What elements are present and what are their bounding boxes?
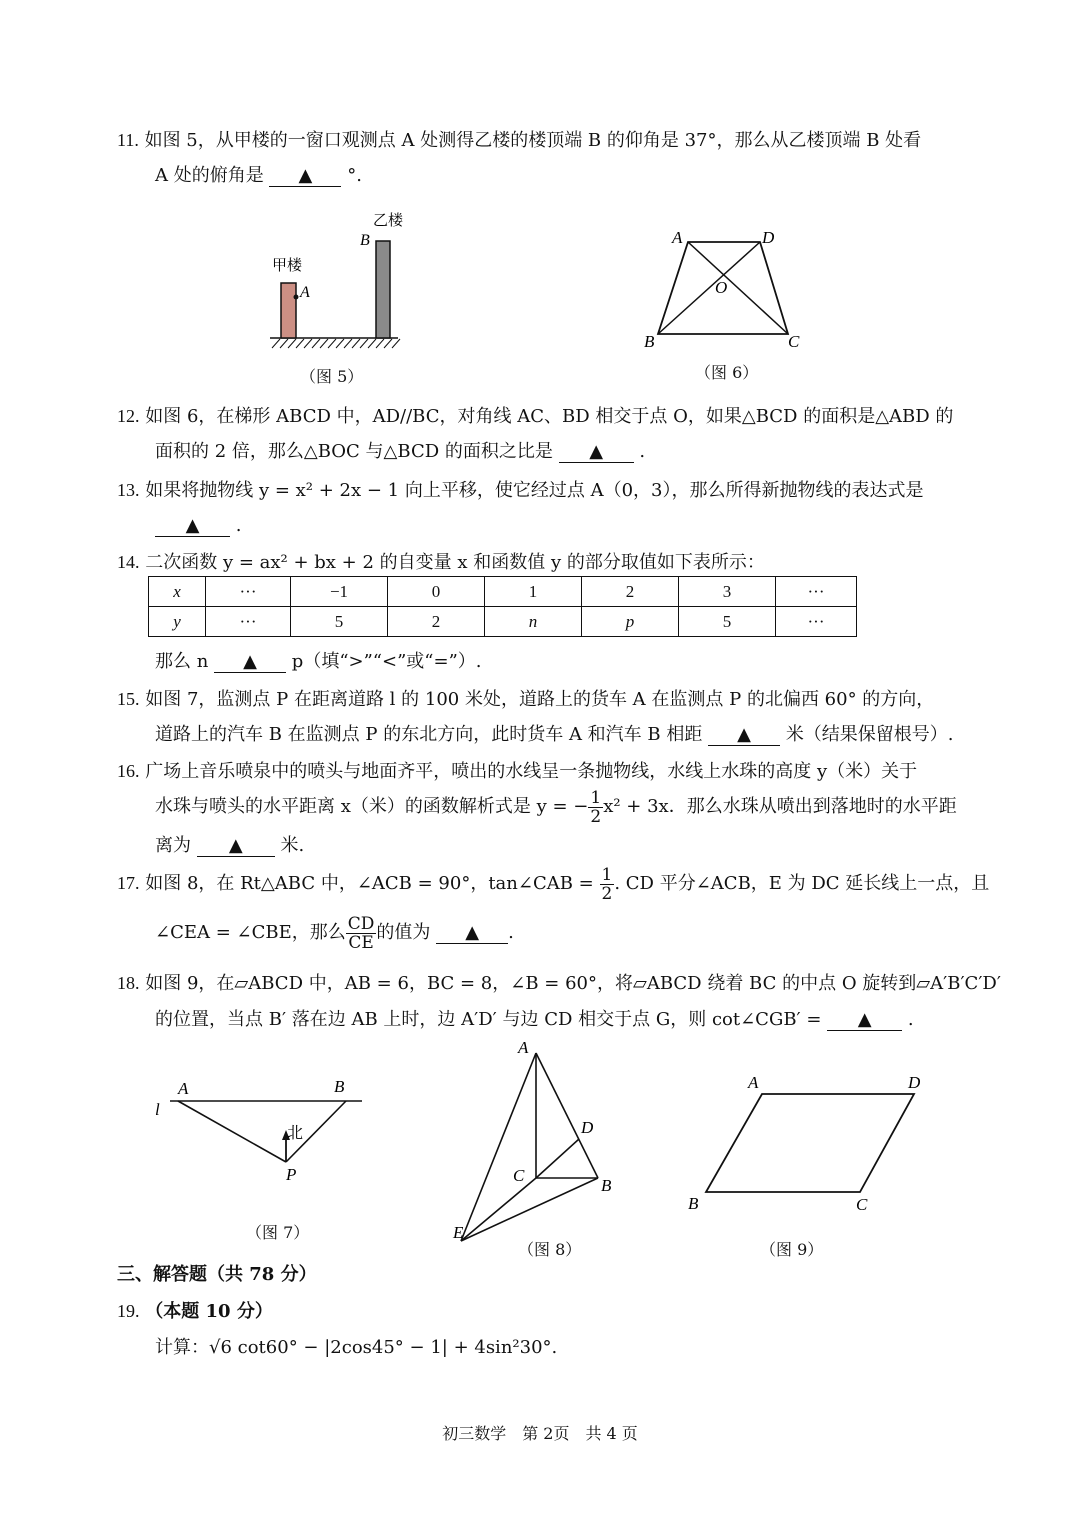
question-text: 米. (280, 835, 305, 856)
figure-8-caption: （图 8） (518, 1240, 582, 1259)
triangle-icon: ▲ (737, 724, 751, 745)
question-text: 米（结果保留根号）. (785, 724, 954, 745)
table-cell: 5 (679, 607, 776, 637)
question-15 (117, 687, 934, 712)
question-text: 如图 5，从甲楼的一窗口观测点 A 处测得乙楼的楼顶端 B 的仰角是 37°，那么从乙楼顶端 B 处看 (144, 130, 922, 151)
label-c: C (856, 1195, 868, 1214)
question-19-expression: 计算：√6 cot60° − |2cos45° − 1| + 4sin²30°. (155, 1337, 558, 1358)
figure-8 (445, 1035, 625, 1250)
figure-5-caption: （图 5） (300, 367, 364, 386)
label-a: A (672, 228, 683, 247)
question-number: 11. (117, 130, 139, 150)
question-text: . (907, 1009, 914, 1030)
question-text: 如图 6，在梯形 ABCD 中，AD//BC，对角线 AC、BD 相交于点 O，如果△BCD 的面积是△ABD 的 (145, 406, 954, 427)
fraction-denominator: 2 (601, 883, 613, 904)
question-text: 如果将抛物线 y = x² + 2x − 1 向上平移，使它经过点 A（0，3），那么所得新抛物线的表达式是 (145, 480, 924, 501)
question-text: 水珠与喷头的水平距离 x（米）的函数解析式是 y = − (155, 796, 589, 817)
fraction-denominator: 2 (590, 806, 602, 827)
question-text: 二次函数 y = ax² + bx + 2 的自变量 x 和函数值 y 的部分取值如下表所示： (145, 552, 765, 573)
question-16 (117, 759, 917, 784)
label-a: A (178, 1079, 189, 1098)
value-table (148, 576, 857, 637)
question-text: 如图 9，在▱ABCD 中，AB = 6，BC = 8，∠B = 60°，将▱ABCD 绕着 BC 的中点 O 旋转到▱A′B′C′D′ (145, 973, 1001, 994)
question-13-line-2 (155, 514, 241, 538)
fraction-numerator: 1 (590, 787, 602, 808)
label-o: O (715, 278, 728, 297)
table-cell: y (149, 607, 206, 637)
label-l: l (155, 1100, 160, 1119)
answer-blank[interactable] (827, 1010, 902, 1031)
table-cell: ··· (206, 577, 291, 607)
question-text: 如图 7，监测点 P 在距离道路 l 的 100 米处，道路上的货车 A 在监测点 P 的北偏西 60° 的方向， (145, 689, 935, 710)
triangle-icon: ▲ (228, 835, 243, 856)
question-text: 道路上的汽车 B 在监测点 P 的东北方向，此时货车 A 和汽车 B 相距 (155, 724, 703, 745)
question-text: 的位置，当点 B′ 落在边 AB 上时，边 A′D′ 与边 CD 相交于点 G，则 cot∠CGB′ = (155, 1009, 822, 1030)
triangle-icon: ▲ (298, 165, 313, 186)
fraction (346, 915, 377, 952)
fraction-denominator: CE (348, 932, 374, 953)
figure-7 (150, 1070, 380, 1190)
fraction (588, 789, 603, 826)
table-cell: x (149, 577, 206, 607)
question-number: 14. (117, 552, 140, 572)
table-row (149, 577, 857, 607)
question-text: 广场上音乐喷泉中的喷头与地面齐平，喷出的水线呈一条抛物线，水线上水珠的高度 y（米）关于 (145, 761, 918, 782)
answer-blank[interactable] (155, 516, 230, 537)
question-text: . (639, 441, 646, 462)
building-a-shape (281, 283, 296, 338)
question-text: °. (347, 165, 362, 186)
question-number: 19. (117, 1301, 140, 1321)
table-cell: 3 (679, 577, 776, 607)
question-12-line-2 (155, 440, 645, 464)
question-number: 13. (117, 480, 140, 500)
triangle-icon: ▲ (243, 651, 257, 672)
question-text: ∠CEA = ∠CBE，那么 (155, 922, 346, 943)
triangle-icon: ▲ (857, 1009, 872, 1030)
label-p: P (286, 1165, 297, 1184)
label-a: A (518, 1038, 529, 1057)
question-number: 15. (117, 689, 140, 709)
building-b-shape (376, 241, 390, 338)
question-18 (117, 971, 1001, 996)
label-e: E (453, 1223, 464, 1242)
question-16-line-2 (155, 786, 957, 828)
answer-blank[interactable] (269, 166, 341, 187)
triangle-icon: ▲ (185, 515, 200, 536)
section-heading: 三、解答题（共 78 分） (117, 1264, 317, 1285)
table-cell: ··· (206, 607, 291, 637)
question-number: 12. (117, 406, 140, 426)
table-cell: 0 (388, 577, 485, 607)
fraction-numerator: 1 (601, 864, 613, 885)
question-text: x² + 3x．那么水珠从喷出到落地时的水平距 (603, 796, 957, 817)
label-building-a: 甲楼 (272, 258, 303, 274)
question-text: p（填“>”“<”或“=”）. (291, 651, 482, 672)
label-b: B (334, 1077, 345, 1096)
triangle-icon: ▲ (589, 441, 604, 462)
label-a: A (748, 1073, 759, 1092)
label-d: D (581, 1118, 594, 1137)
figure-9-caption: （图 9） (760, 1240, 824, 1259)
table-cell: −1 (291, 577, 388, 607)
question-14 (117, 550, 765, 575)
question-number: 18. (117, 973, 140, 993)
question-19 (117, 1299, 273, 1324)
answer-blank[interactable] (708, 725, 780, 746)
answer-blank[interactable] (214, 652, 286, 673)
question-text: . CD 平分∠ACB，E 为 DC 延长线上一点，且 (614, 873, 990, 894)
question-15-line-2 (155, 723, 954, 747)
question-13 (117, 478, 923, 503)
label-d: D (762, 228, 775, 247)
triangle-icon: ▲ (465, 922, 480, 943)
table-row (149, 607, 857, 637)
table-cell: n (485, 607, 582, 637)
question-text: 的值为 (376, 922, 431, 943)
label-building-b: 乙楼 (373, 213, 404, 229)
label-b: B (688, 1194, 699, 1213)
label-b: B (360, 232, 370, 249)
question-score: （本题 10 分） (145, 1301, 273, 1322)
answer-blank[interactable] (197, 836, 275, 857)
table-cell: ··· (776, 607, 857, 637)
question-17 (117, 862, 989, 905)
figure-6 (630, 222, 820, 357)
label-c: C (788, 332, 800, 351)
table-cell: 2 (582, 577, 679, 607)
question-number: 17. (117, 873, 140, 893)
table-cell: p (582, 607, 679, 637)
label-c: C (513, 1166, 525, 1185)
question-text: 面积的 2 倍，那么△BOC 与△BCD 的面积之比是 (155, 441, 553, 462)
figure-9 (680, 1068, 940, 1220)
figure-5 (260, 205, 410, 355)
question-17-line-2 (155, 912, 514, 954)
label-b: B (601, 1176, 612, 1195)
label-north: 北 (287, 1125, 304, 1142)
figure-6-caption: （图 6） (695, 363, 759, 382)
question-text: . (235, 515, 242, 536)
question-text: A 处的俯角是 (155, 165, 264, 186)
table-cell: 5 (291, 607, 388, 637)
question-text: . (508, 922, 514, 943)
question-text: 离为 (155, 835, 191, 856)
figure-7-caption: （图 7） (246, 1223, 310, 1242)
question-16-line-3 (155, 834, 304, 858)
question-18-line-2 (155, 1008, 914, 1032)
label-b: B (644, 332, 655, 351)
fraction-numerator: CD (347, 913, 375, 934)
question-text: 那么 n (155, 651, 209, 672)
question-11-line-2 (155, 164, 362, 188)
page-footer: 初三数学 第 2页 共 4 页 (442, 1424, 638, 1443)
question-11 (117, 128, 921, 153)
label-d: D (908, 1073, 921, 1092)
fraction (600, 866, 615, 903)
label-a: A (300, 284, 310, 301)
question-number: 16. (117, 761, 140, 781)
answer-blank[interactable] (559, 442, 634, 463)
answer-blank[interactable] (436, 923, 508, 944)
question-14-line-3 (155, 650, 482, 674)
question-text: 如图 8，在 Rt△ABC 中，∠ACB = 90°，tan∠CAB = (145, 873, 594, 894)
question-12 (117, 404, 953, 429)
table-cell: 1 (485, 577, 582, 607)
table-cell: ··· (776, 577, 857, 607)
table-cell: 2 (388, 607, 485, 637)
